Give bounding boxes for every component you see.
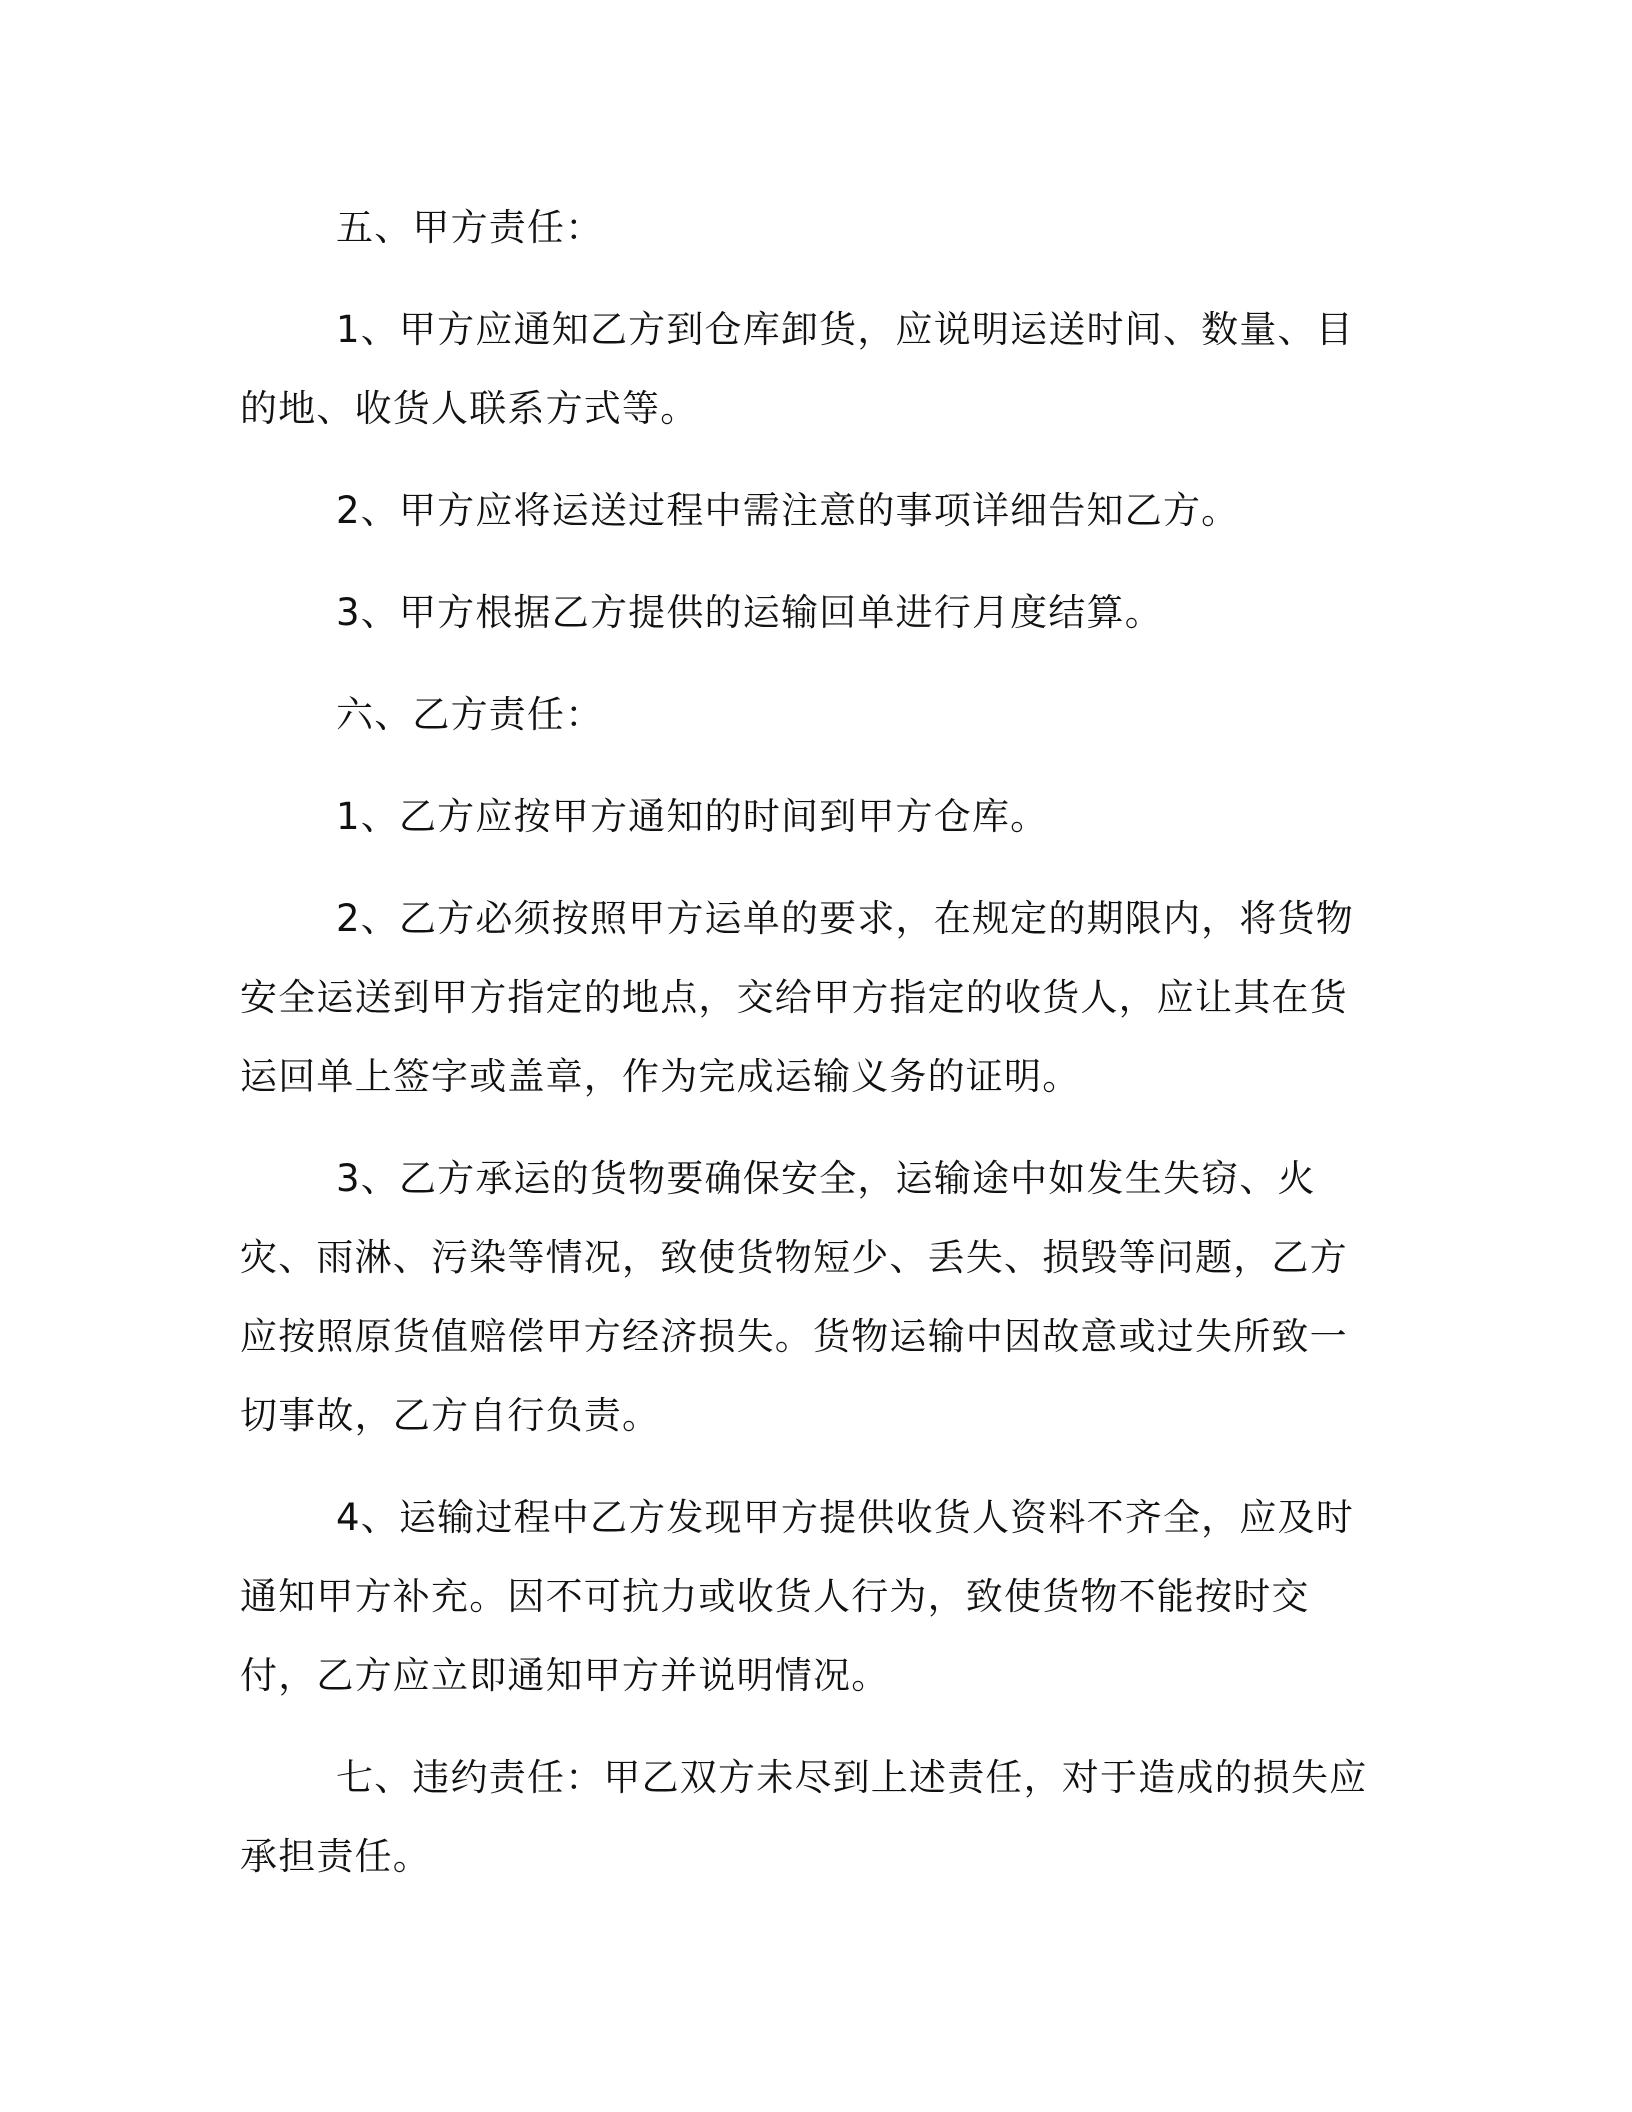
party-b-clause-2: 2、乙方必须按照甲方运单的要求，在规定的期限内，将货物安全运送到甲方指定的地点，交给甲方指定的收货人，应让其在货运回单上签字或盖章，作为完成运输义务的证明。: [240, 897, 1354, 1098]
party-a-clause-3: 3、甲方根据乙方提供的运输回单进行月度结算。: [336, 591, 1163, 634]
section-heading-party-b: 六、乙方责任：: [336, 693, 604, 736]
document-body: [240, 188, 1380, 1919]
party-b-clause-3: 3、乙方承运的货物要确保安全，运输途中如发生失窃、火灾、雨淋、污染等情况，致使货物短少、丢失、损毁等问题，乙方应按照原货值赔偿甲方经济损失。货物运输中因故意或过失所致一切事故，乙方自行负责。: [240, 1157, 1348, 1437]
party-a-clause-2: 2、甲方应将运送过程中需注意的事项详细告知乙方。: [336, 489, 1240, 532]
party-b-clause-1: 1、乙方应按甲方通知的时间到甲方仓库。: [336, 795, 1049, 838]
party-a-clause-1: 1、甲方应通知乙方到仓库卸货，应说明运送时间、数量、目的地、收货人联系方式等。: [240, 308, 1354, 430]
section-heading-party-a: 五、甲方责任：: [336, 206, 604, 249]
section-breach-liability: 七、违约责任：甲乙双方未尽到上述责任，对于造成的损失应承担责任。: [240, 1756, 1368, 1878]
party-b-clause-4: 4、运输过程中乙方发现甲方提供收货人资料不齐全，应及时通知甲方补充。因不可抗力或收货人行为，致使货物不能按时交付，乙方应立即通知甲方并说明情况。: [240, 1496, 1354, 1697]
